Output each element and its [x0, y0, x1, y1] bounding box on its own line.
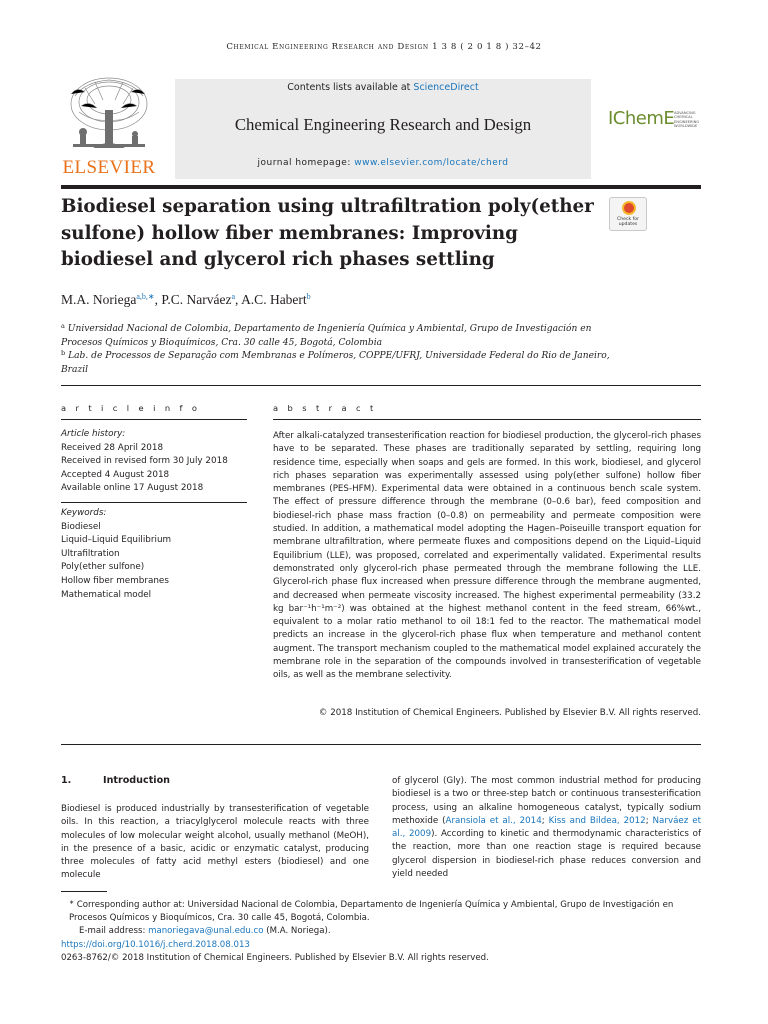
author-affiliation-mark[interactable]: a,b,∗ — [136, 292, 155, 301]
header-rule — [61, 185, 701, 189]
history-item: Accepted 4 August 2018 — [61, 469, 170, 480]
check-for-updates-label: Check for updates — [617, 217, 639, 228]
homepage-link[interactable]: www.elsevier.com/locate/cherd — [354, 158, 509, 168]
running-head: Chemical Engineering Research and Design 1 3 8 ( 2 0 1 8 ) 32–42 — [226, 42, 542, 52]
abstract-label: a b s t r a c t — [273, 403, 377, 413]
elsevier-tree-icon — [65, 74, 153, 156]
section-number: 1. — [61, 775, 72, 786]
author-list: M.A. Noriega$^{a,b,∗}$, P.C. Narváez$^a$, A.C. Habert$^b$ — [61, 292, 311, 307]
email-line: E-mail address: manoriegava@unal.edu.co (M.A. Noriega). — [79, 926, 331, 937]
keyword[interactable]: Ultrafiltration — [61, 548, 120, 559]
journal-title: Chemical Engineering Research and Design — [234, 115, 532, 134]
icheme-logo[interactable] — [606, 108, 702, 134]
footnote-rule — [61, 891, 107, 892]
citation-link[interactable]: Narváez et al., 2009 — [392, 815, 701, 840]
section-rule — [61, 744, 701, 745]
history-item: Received 28 April 2018 — [61, 442, 164, 453]
affiliation: $^b$ Lab. de Processos de Separação com Membranas e Polímeros, COPPE/UFRJ, Universidade Federal do Rio de Janeiro, Brazil — [61, 349, 610, 375]
doi-link[interactable]: https://doi.org/10.1016/j.cherd.2018.08.013 — [61, 939, 250, 950]
body-left-column: Biodiesel is produced industrially by transesterification of vegetable oils. In this reaction, a triacylglycerol molecule reacts with three molecules of low molecular weight alcohol, usually methanol (MeOH), in the presence of a basic, acidic or enzymatic catalyst, producing three molecules of fatty acid methyl esters (biodiesel) and one molecule — [61, 804, 369, 881]
keyword[interactable]: Hollow fiber membranes — [61, 575, 169, 586]
citation-link[interactable]: Kiss and Bildea, 2012 — [548, 815, 646, 826]
author-name[interactable]: P.C. Narváez — [161, 292, 232, 307]
crossmark-icon — [622, 201, 636, 215]
contents-line — [175, 82, 591, 93]
footnotes — [61, 896, 701, 965]
homepage-label: journal homepage: — [257, 158, 355, 168]
affiliation-mark: b — [61, 349, 66, 357]
keyword[interactable]: Mathematical model — [61, 589, 152, 600]
paper-title: Biodiesel separation using ultrafiltration poly(ether sulfone) hollow fiber membranes: Improving biodiesel and glycerol rich phases settling — [61, 196, 594, 270]
abstract-copyright: © 2018 Institution of Chemical Engineers. Published by Elsevier B.V. All rights reserved. — [318, 708, 701, 718]
article-info — [61, 428, 247, 602]
author-affiliation-mark[interactable]: a — [231, 292, 236, 301]
keyword[interactable]: Biodiesel — [61, 521, 101, 532]
journal-banner — [175, 79, 591, 179]
history-item: Available online 17 August 2018 — [61, 483, 204, 494]
check-for-updates-button[interactable] — [609, 197, 647, 231]
icheme-tagline: ADVANCING CHEMICAL ENGINEERING WORLDWIDE — [674, 111, 700, 129]
section-title: Introduction — [103, 775, 170, 786]
article-history-heading: Article history: — [61, 429, 126, 439]
history-item: Received in revised form 30 July 2018 — [61, 456, 228, 467]
elsevier-wordmark: ELSEVIER — [62, 157, 156, 178]
article-info-rule — [61, 419, 247, 420]
affiliation-mark: a — [61, 322, 65, 330]
keyword[interactable]: Liquid–Liquid Equilibrium — [61, 535, 172, 546]
author-name[interactable]: A.C. Habert — [241, 292, 307, 307]
keywords-heading: Keywords: — [61, 507, 107, 518]
email-link[interactable]: manoriegava@unal.edu.co — [148, 926, 264, 937]
citation-link[interactable]: Aransiola et al., 2014 — [445, 815, 542, 826]
keywords-rule — [61, 502, 247, 503]
section-heading — [61, 775, 170, 786]
sciencedirect-link[interactable]: ScienceDirect — [413, 82, 479, 93]
keyword[interactable]: Poly(ether sulfone) — [61, 562, 145, 573]
journal-homepage — [175, 158, 591, 168]
author-name[interactable]: M.A. Noriega — [61, 292, 137, 307]
corresponding-author-note: ∗ Corresponding author at: Universidad Nacional de Colombia, Departamento de Ingeniería Química y Ambiental, Grupo de Investigación en Procesos Químicos y Bioquímicos, Cra. 30 calle 45, Bogotá, Colombia. — [69, 899, 674, 924]
article-info-label: a r t i c l e i n f o — [61, 403, 201, 413]
abstract-rule — [273, 419, 701, 420]
author-affiliation-mark[interactable]: b — [306, 292, 311, 301]
issn-line: 0263-8762/© 2018 Institution of Chemical Engineers. Published by Elsevier B.V. All rights reserved. — [61, 952, 489, 963]
body-right-column: of glycerol (Gly). The most common industrial method for producing biodiesel is a two or three-step batch or continuous transesterification process, using an alkaline homogeneous catalyst, typically sodium methoxide (Aransiola et al., 2014; Kiss and Bildea, 2012; Narváez et al., 2009). According to kinetic and thermodynamic characteristics of the reaction, more than one reaction stage is required because glycerol dispersion in biodiesel-rich phase reduces conversion and yield needed — [392, 776, 701, 880]
affiliation: $^a$ Universidad Nacional de Colombia, Departamento de Ingeniería Química y Ambiental, Grupo de Investigación en Procesos Químicos y Bioquímicos, Cra. 30 calle 45, Bogotá, Colombia — [61, 322, 592, 348]
contents-prefix: Contents lists available at — [287, 82, 414, 93]
icheme-mark: IChemE — [608, 108, 675, 129]
elsevier-logo[interactable] — [61, 74, 157, 180]
abstract-text: After alkali-catalyzed transesterification reaction for biodiesel production, the glycerol-rich phases have to be separated. These phases are traditionally separated by settling, requiring long residence time, especially when soaps and gels are formed. In this work, biodiesel, and glycerol rich phases separation was experimentally assessed using poly(ether sulfone) hollow fiber membranes (PES-HFM). Experimental data were obtained in a continuous bench scale system. The effect of pressure difference through the membrane (0–0.6 bar), feed composition and biodiesel-rich phase mass fraction (0–0.8) on permeability and permeate composition were studied. In addition, a mathematical model adopting the Hagen–Poiseuille transport equation for membrane ultrafiltration, where permeate fluxes and compositions depend on the Liquid–Liquid Equilibrium (LLE), was proposed, correlated and experimentally validated. Experimental results demonstrated only glycerol-rich phase permeated through the membrane following the LLE. Glycerol-rich phase flux increased when pressure difference through the membrane augmented, and decreased when permeate viscosity increased. The highest experimental permeability (33.2 kg bar⁻¹h⁻¹m⁻²) was obtained at the highest methanol content in the feed stream, 66%wt., equivalent to a molar ratio methanol to oil 18:1 fed to the reactor. The mathematical model predicts an increase in the glycerol-rich phase flux when temperature and methanol content augment. The transport mechanism coupled to the mathematical model explained accurately the membrane role in the separation of the compounds involved in transesterification of vegetable oils, as well as the membrane selectivity. — [273, 431, 701, 681]
section-rule — [61, 385, 701, 386]
